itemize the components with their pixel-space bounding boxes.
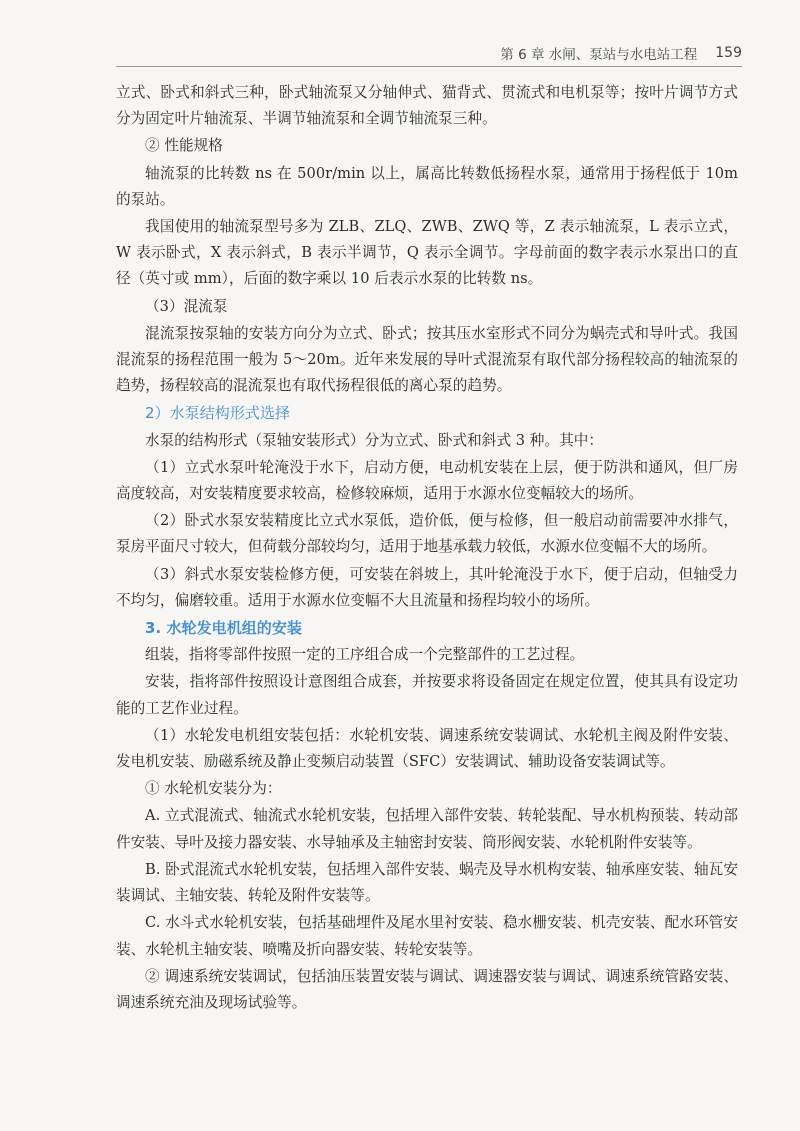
body-text [116,80,738,1017]
paragraph: 水泵的结构形式（泵轴安装形式）分为立式、卧式和斜式 3 种。其中： [145,431,604,449]
paragraph: （1）水轮发电机组安装包括：水轮机安装、调速系统安装调试、水轮机主阀及附件安装、发电机安装、励磁系统及静止变频启动装置（SFC）安装调试、辅助设备安装调试等。 [116,726,738,771]
paragraph: （2）卧式水泵安装精度比立式水泵低，造价低，便与检修，但一般启动前需要冲水排气，泵房平面尺寸较大，但荷载分部较均匀，适用于地基承载力较低，水源水位变幅不大的场所。 [116,512,738,556]
list-item: C. 水斗式水轮机安装，包括基础埋件及尾水里衬安装、稳水栅安装、机壳安装、配水环管安装、水轮机主轴安装、喷嘴及折向器安装、转轮安装等。 [116,914,738,958]
section-heading-turbine-installation: 3. 水轮发电机组的安装 [145,619,302,638]
section-heading-pump-structure: 2）水泵结构形式选择 [145,404,291,423]
chapter-title: 第 6 章 水闸、泵站与水电站工程 [500,47,698,63]
paragraph: （3）斜式水泵安装检修方便，可安装在斜坡上，其叶轮淹没于水下，便于启动，但轴受力不均匀，偏磨较重。适用于水源水位变幅不大且流量和扬程均较小的场所。 [116,565,738,609]
subheading-performance: ② 性能规格 [145,137,223,155]
list-item: A. 立式混流式、轴流式水轮机安装，包括埋入部件安装、转轮装配、导水机构预装、转动部件安装、导叶及接力器安装、水导轴承及主轴密封安装、筒形阀安装、水轮机附件安装等。 [116,807,738,851]
list-intro: ① 水轮机安装分为： [145,780,282,798]
paragraph: （1）立式水泵叶轮淹没于水下，启动方便，电动机安装在上层，便于防洪和通风，但厂房高度较高，对安装精度要求较高，检修较麻烦，适用于水源水位变幅较大的场所。 [116,458,738,503]
paragraph-continuation: 立式、卧式和斜式三种，卧式轴流泵又分轴伸式、猫背式、贯流式和电机泵等；按叶片调节方式分为固定叶片轴流泵、半调节轴流泵和全调节轴流泵三种。 [116,84,738,128]
page-number: 159 [715,45,742,61]
paragraph: 混流泵按泵轴的安装方向分为立式、卧式；按其压水室形式不同分为蜗壳式和导叶式。我国混流泵的扬程范围一般为 5～20m。近年来发展的导叶式混流泵有取代部分扬程较高的轴流泵的趋势，扬程较高的混流泵也有取代扬程很低的离心泵的趋势。 [116,324,738,395]
paragraph: ② 调速系统安装调试，包括油压装置安装与调试、调速器安装与调试、调速系统管路安装、调速系统充油及现场试验等。 [116,967,738,1011]
list-item: B. 卧式混流式水轮机安装，包括埋入部件安装、蜗壳及导水机构安装、轴承座安装、轴瓦安装调试、主轴安装、转轮及附件安装等。 [116,860,738,905]
paragraph: 组装，指将零部件按照一定的工序组合成一个完整部件的工艺过程。 [145,646,585,664]
subheading-mixed-flow-pump: （3）混流泵 [145,297,228,315]
paragraph: 轴流泵的比转数 ns 在 500r/min 以上，属高比转数低扬程水泵，通常用于扬程低于 10m 的泵站。 [116,164,738,208]
running-header [116,40,742,67]
paragraph: 我国使用的轴流泵型号多为 ZLB、ZLQ、ZWB、ZWQ 等，Z 表示轴流泵，L 表示立式，W 表示卧式，X 表示斜式，B 表示半调节，Q 表示全调节。字母前面的数字表示水泵出口的直径（英寸或 mm），后面的数字乘以 10 后表示水泵的比转数 ns。 [116,218,738,288]
paragraph: 安装，指将部件按照设计意图组合成套，并按要求将设备固定在规定位置，使其具有设定功能的工艺作业过程。 [116,673,738,717]
